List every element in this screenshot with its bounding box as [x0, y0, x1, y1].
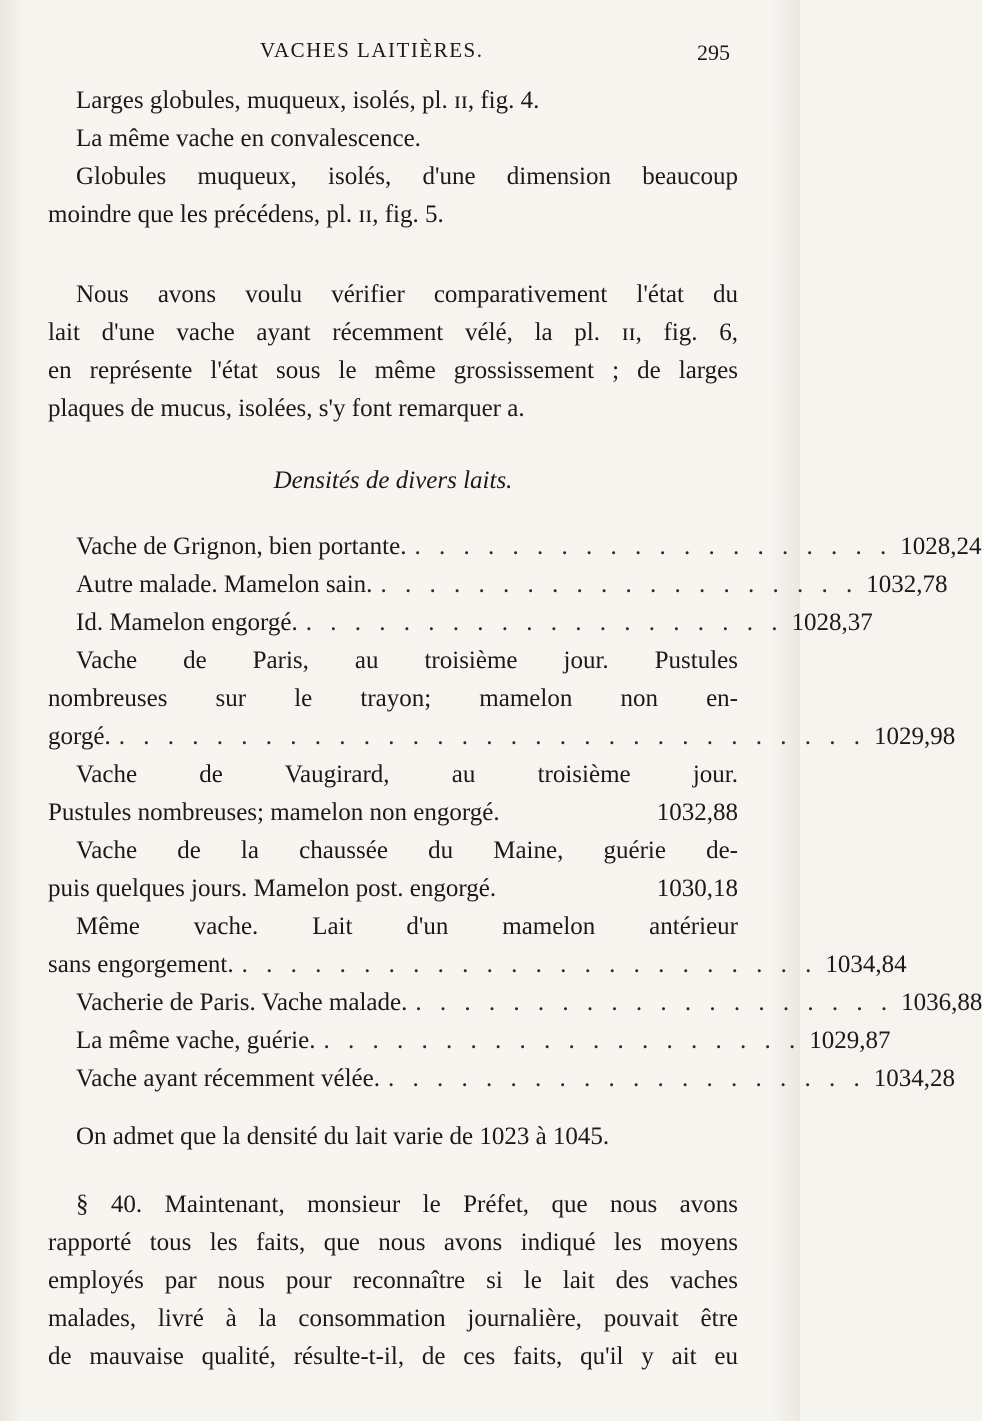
text-line: rapporté tous les faits, que nous avons indiqué les moyens: [48, 1229, 738, 1256]
page-number: 295: [697, 40, 730, 65]
density-value: 1034,84: [825, 951, 907, 978]
density-label: Vache de Paris, au troisième jour. Pustules: [76, 647, 738, 674]
running-title: VACHES LAITIÈRES.: [260, 38, 484, 62]
density-entry: [48, 984, 982, 1022]
density-entry: [48, 604, 873, 642]
text-line: § 40. Maintenant, monsieur le Préfet, que nous avons: [76, 1191, 738, 1218]
leader-dots: . . . . . . . . . . . . . . . . . . . .: [323, 1027, 802, 1054]
density-note: [48, 1118, 738, 1156]
text-line: de mauvaise qualité, résulte-t-il, de ces faits, qu'il y ait eu: [48, 1343, 738, 1370]
text-line: Nous avons voulu vérifier comparativement l'état du: [76, 281, 738, 308]
text-line: Globules muqueux, isolés, d'une dimension beaucoup: [76, 163, 738, 190]
density-value: 1030,18: [656, 875, 738, 902]
density-entry: [48, 566, 948, 604]
density-value: 1028,37: [791, 609, 873, 636]
density-value: 1034,28: [873, 1065, 955, 1092]
density-entry: [48, 718, 956, 756]
density-label: Vache de Grignon, bien portante.: [76, 533, 407, 560]
leader-dots: . . . . . . . . . . . . . . . . . . . . . . . .: [241, 951, 818, 978]
density-label: nombreuses sur le trayon; mamelon non en-: [48, 685, 738, 712]
text-line: moindre que les précédens, pl. ɪɪ, fig. 5.: [48, 201, 444, 228]
density-label: Autre malade. Mamelon sain.: [76, 571, 373, 598]
density-label: Vache de la chaussée du Maine, guérie de-: [76, 837, 738, 864]
density-note-text: On admet que la densité du lait varie de 1023 à 1045.: [76, 1123, 610, 1150]
density-label: gorgé.: [48, 723, 111, 750]
leader-dots: . . . . . . . . . . . . . . . . . . . .: [415, 989, 894, 1016]
density-value: 1036,88: [901, 989, 982, 1016]
density-value: 1028,24: [900, 533, 982, 560]
leader-dots: . . . . . . . . . . . . . . . . . . . .: [388, 1065, 866, 1092]
density-value: 1029,98: [873, 723, 956, 750]
top-block: [48, 82, 738, 234]
paragraph-section-40: [48, 1186, 738, 1376]
density-table: [48, 528, 982, 1098]
text-line: malades, livré à la consommation journalière, pouvait être: [48, 1305, 738, 1332]
density-entry: [48, 794, 738, 832]
density-entry: [48, 1060, 955, 1098]
text-line: en représente l'état sous le même grossissement ; de larges: [48, 357, 738, 384]
density-entry: [48, 528, 982, 566]
density-label: Même vache. Lait d'un mamelon antérieur: [76, 913, 738, 940]
text-line: employés par nous pour reconnaître si le lait des vaches: [48, 1267, 738, 1294]
leader-dots: . . . . . . . . . . . . . . . . . . . .: [380, 571, 859, 598]
text-line: Larges globules, muqueux, isolés, pl. ɪɪ, fig. 4.: [76, 87, 540, 114]
leader-dots: . . . . . . . . . . . . . . . . . . . .: [414, 533, 893, 560]
leader-dots: . . . . . . . . . . . . . . . . . . . .: [305, 609, 784, 636]
density-entry: [48, 1022, 891, 1060]
leader-dots: . . . . . . . . . . . . . . . . . . . . . . . . . . . . . . .: [118, 723, 866, 750]
running-header: [60, 38, 740, 78]
section-title: Densités de divers laits.: [273, 467, 513, 494]
density-label: La même vache, guérie.: [76, 1027, 316, 1054]
density-label: Id. Mamelon engorgé.: [76, 609, 298, 636]
text-line: plaques de mucus, isolées, s'y font remarquer a.: [48, 395, 525, 422]
density-entry: [48, 946, 907, 984]
text-line: La même vache en convalescence.: [76, 125, 421, 152]
density-label: Pustules nombreuses; mamelon non engorgé.: [48, 799, 500, 826]
density-value: 1029,87: [809, 1027, 891, 1054]
density-entry: [48, 870, 738, 908]
density-label: puis quelques jours. Mamelon post. engorgé.: [48, 875, 497, 902]
paragraph-comparison: [48, 276, 738, 428]
density-label: sans engorgement.: [48, 951, 234, 978]
text-line: lait d'une vache ayant récemment vélé, la pl. ɪɪ, fig. 6,: [48, 319, 738, 346]
density-value: 1032,88: [656, 799, 738, 826]
density-label: Vache de Vaugirard, au troisième jour.: [76, 761, 738, 788]
density-label: Vacherie de Paris. Vache malade.: [76, 989, 408, 1016]
density-value: 1032,78: [866, 571, 948, 598]
density-label: Vache ayant récemment vélée.: [76, 1065, 380, 1092]
